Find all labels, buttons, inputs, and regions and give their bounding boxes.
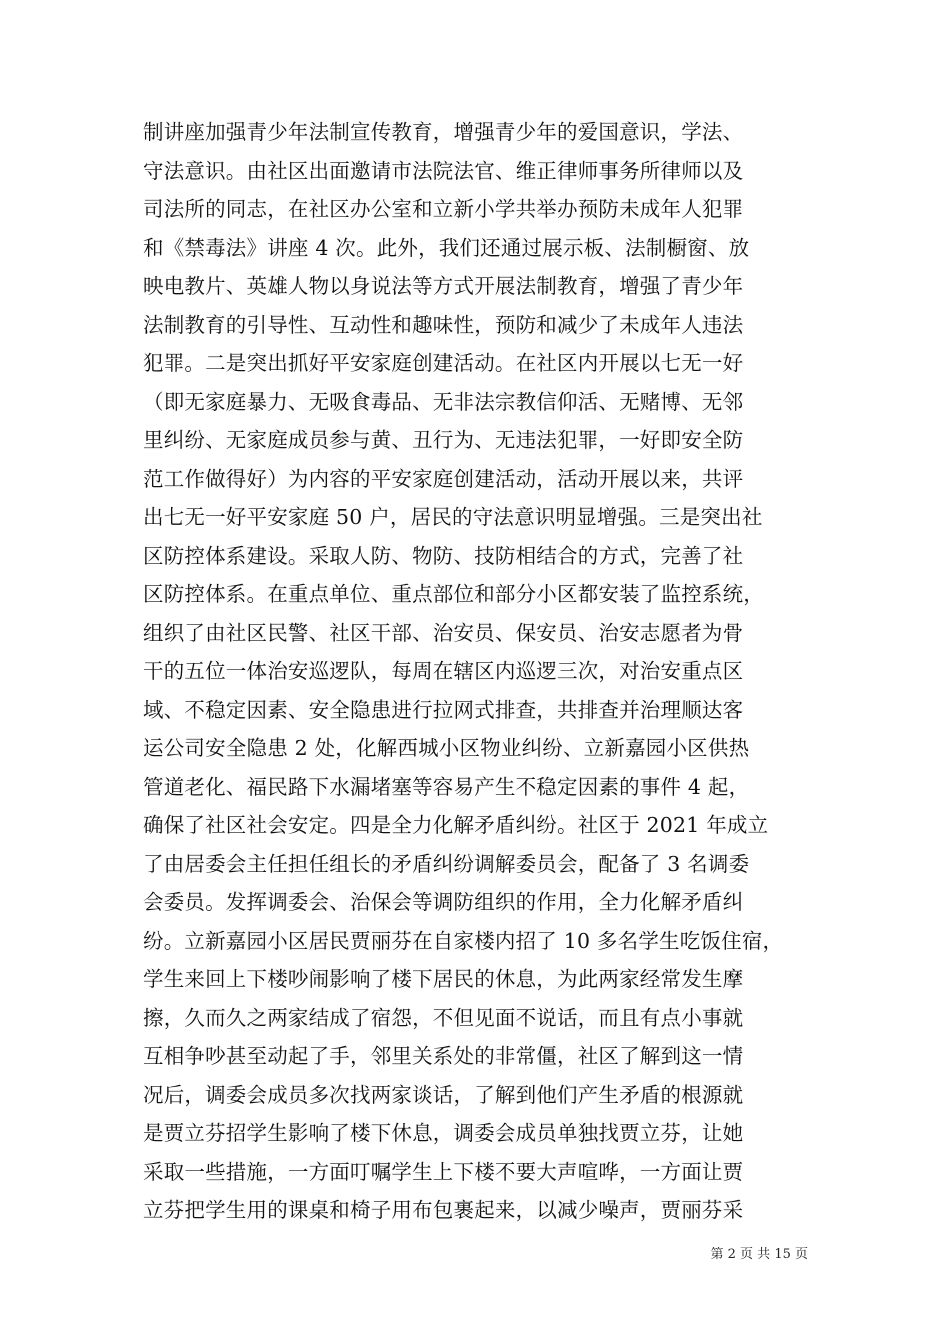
text-line: 学生来回上下楼吵闹影响了楼下居民的休息，为此两家经常发生摩 xyxy=(143,967,744,991)
text-line: 互相争吵甚至动起了手，邻里关系处的非常僵，社区了解到这一情 xyxy=(143,1044,744,1068)
text-line: 采取一些措施，一方面叮嘱学生上下楼不要大声喧哗，一方面让贾 xyxy=(143,1159,744,1184)
text-line: 区防控体系建设。采取人防、物防、技防相结合的方式，完善了社 xyxy=(143,543,744,568)
text-line: 立芬把学生用的课桌和椅子用布包裹起来，以减少噪声，贾丽芬采 xyxy=(143,1198,744,1222)
text-line: 纷。立新嘉园小区居民贾丽芬在自家楼内招了 10 多名学生吃饭住宿， xyxy=(143,928,784,953)
text-line: 范工作做得好）为内容的平安家庭创建活动，活动开展以来，共评 xyxy=(143,466,744,491)
text-line: 管道老化、福民路下水漏堵塞等容易产生不稳定因素的事件 4 起， xyxy=(143,774,750,799)
text-line: 况后，调委会成员多次找两家谈话，了解到他们产生矛盾的根源就 xyxy=(143,1082,744,1107)
text-line: 是贾立芬招学生影响了楼下休息，调委会成员单独找贾立芬，让她 xyxy=(143,1121,744,1145)
text-line: 区防控体系。在重点单位、重点部位和部分小区都安装了监控系统， xyxy=(143,582,764,606)
text-line: （即无家庭暴力、无吸食毒品、无非法宗教信仰活、无赌博、无邻 xyxy=(143,389,744,414)
text-line: 了由居委会主任担任组长的矛盾纠纷调解委员会，配备了 3 名调委 xyxy=(143,851,750,876)
text-line: 干的五位一体治安巡逻队，每周在辖区内巡逻三次，对治安重点区 xyxy=(143,659,744,683)
text-line: 犯罪。二是突出抓好平安家庭创建活动。在社区内开展以七无一好 xyxy=(143,351,744,375)
text-line: 映电教片、英雄人物以身说法等方式开展法制教育，增强了青少年 xyxy=(143,274,744,298)
text-line: 会委员。发挥调委会、治保会等调防组织的作用，全力化解矛盾纠 xyxy=(143,890,744,914)
text-line: 司法所的同志，在社区办公室和立新小学共举办预防未成年人犯罪 xyxy=(143,197,744,221)
text-line: 里纠纷、无家庭成员参与黄、丑行为、无违法犯罪，一好即安全防 xyxy=(143,428,744,452)
text-line: 出七无一好平安家庭 50 户，居民的守法意识明显增强。三是突出社 xyxy=(143,505,763,529)
page-number-footer: 第 2 页 共 15 页 xyxy=(710,1247,808,1262)
text-line: 法制教育的引导性、互动性和趣味性，预防和减少了未成年人违法 xyxy=(143,312,744,337)
text-line: 和《禁毒法》讲座 4 次。此外，我们还通过展示板、法制橱窗、放 xyxy=(143,235,750,260)
text-line: 守法意识。由社区出面邀请市法院法官、维正律师事务所律师以及 xyxy=(143,158,744,183)
text-line: 擦，久而久之两家结成了宿怨，不但见面不说话，而且有点小事就 xyxy=(143,1005,744,1030)
text-line: 组织了由社区民警、社区干部、治安员、保安员、治安志愿者为骨 xyxy=(143,620,744,645)
text-line: 确保了社区社会安定。四是全力化解矛盾纠纷。社区于 2021 年成立 xyxy=(143,813,769,837)
body-paragraph xyxy=(143,113,823,1230)
text-line: 制讲座加强青少年法制宣传教育，增强青少年的爱国意识，学法、 xyxy=(143,120,744,144)
text-line: 运公司安全隐患 2 处，化解西城小区物业纠纷、立新嘉园小区供热 xyxy=(143,736,750,760)
text-line: 域、不稳定因素、安全隐患进行拉网式排查，共排查并治理顺达客 xyxy=(143,697,744,722)
